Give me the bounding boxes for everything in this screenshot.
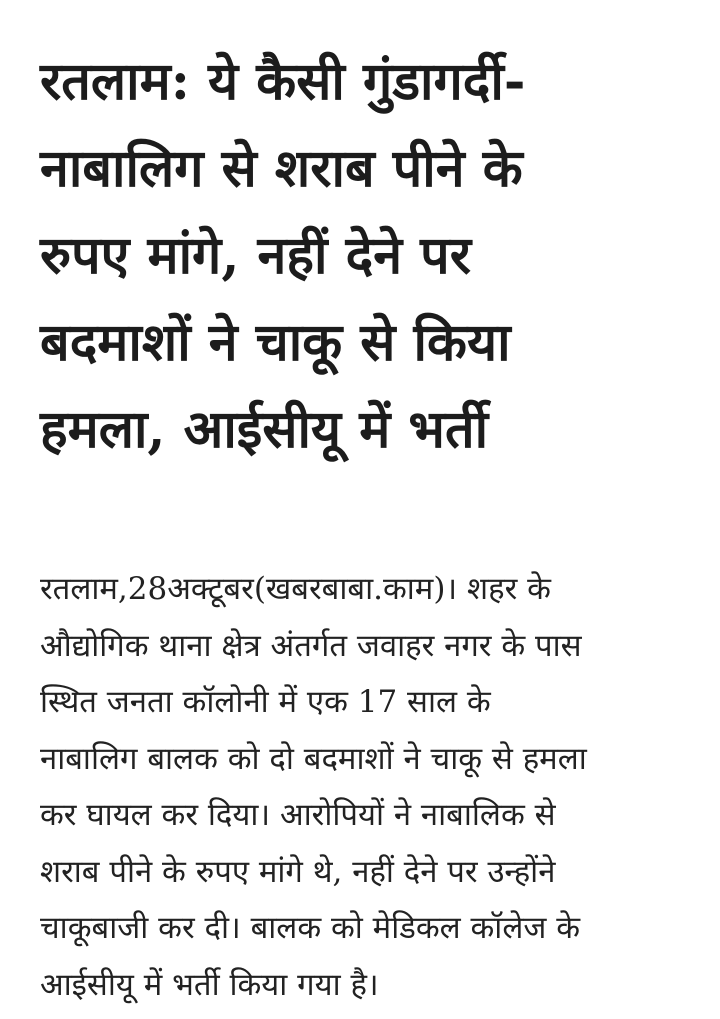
body-line: चाकूबाजी कर दी। बालक को मेडिकल कॉलेज के [40,910,581,946]
headline-line: नाबालिग से शराब पीने के [40,138,523,199]
headline-line: बदमाशों ने चाकू से किया [40,312,511,373]
headline-line: हमला, आईसीयू में भर्ती [40,399,489,460]
article-headline [40,38,690,473]
headline-line: रुपए मांगे, नहीं देने पर [40,225,471,286]
body-line: कर घायल कर दिया। आरोपियों ने नाबालिक से [40,797,556,833]
body-line: रतलाम,28अक्टूबर(खबरबाबा.काम)। शहर के [40,571,551,607]
body-line: नाबालिग बालक को दो बदमाशों ने चाकू से हमला [40,740,587,777]
body-line: स्थित जनता कॉलोनी में एक 17 साल के [40,684,491,720]
body-line: आईसीयू में भर्ती किया गया है। [40,966,379,1003]
news-article [40,38,690,1003]
article-body [40,561,690,1013]
body-line: शराब पीने के रुपए मांगे थे, नहीं देने पर उन्होंने [40,853,556,890]
body-line: औद्योगिक थाना क्षेत्र अंतर्गत जवाहर नगर के पास [40,627,582,664]
headline-line: रतलाम: ये कैसी गुंडागर्दी- [40,51,526,112]
